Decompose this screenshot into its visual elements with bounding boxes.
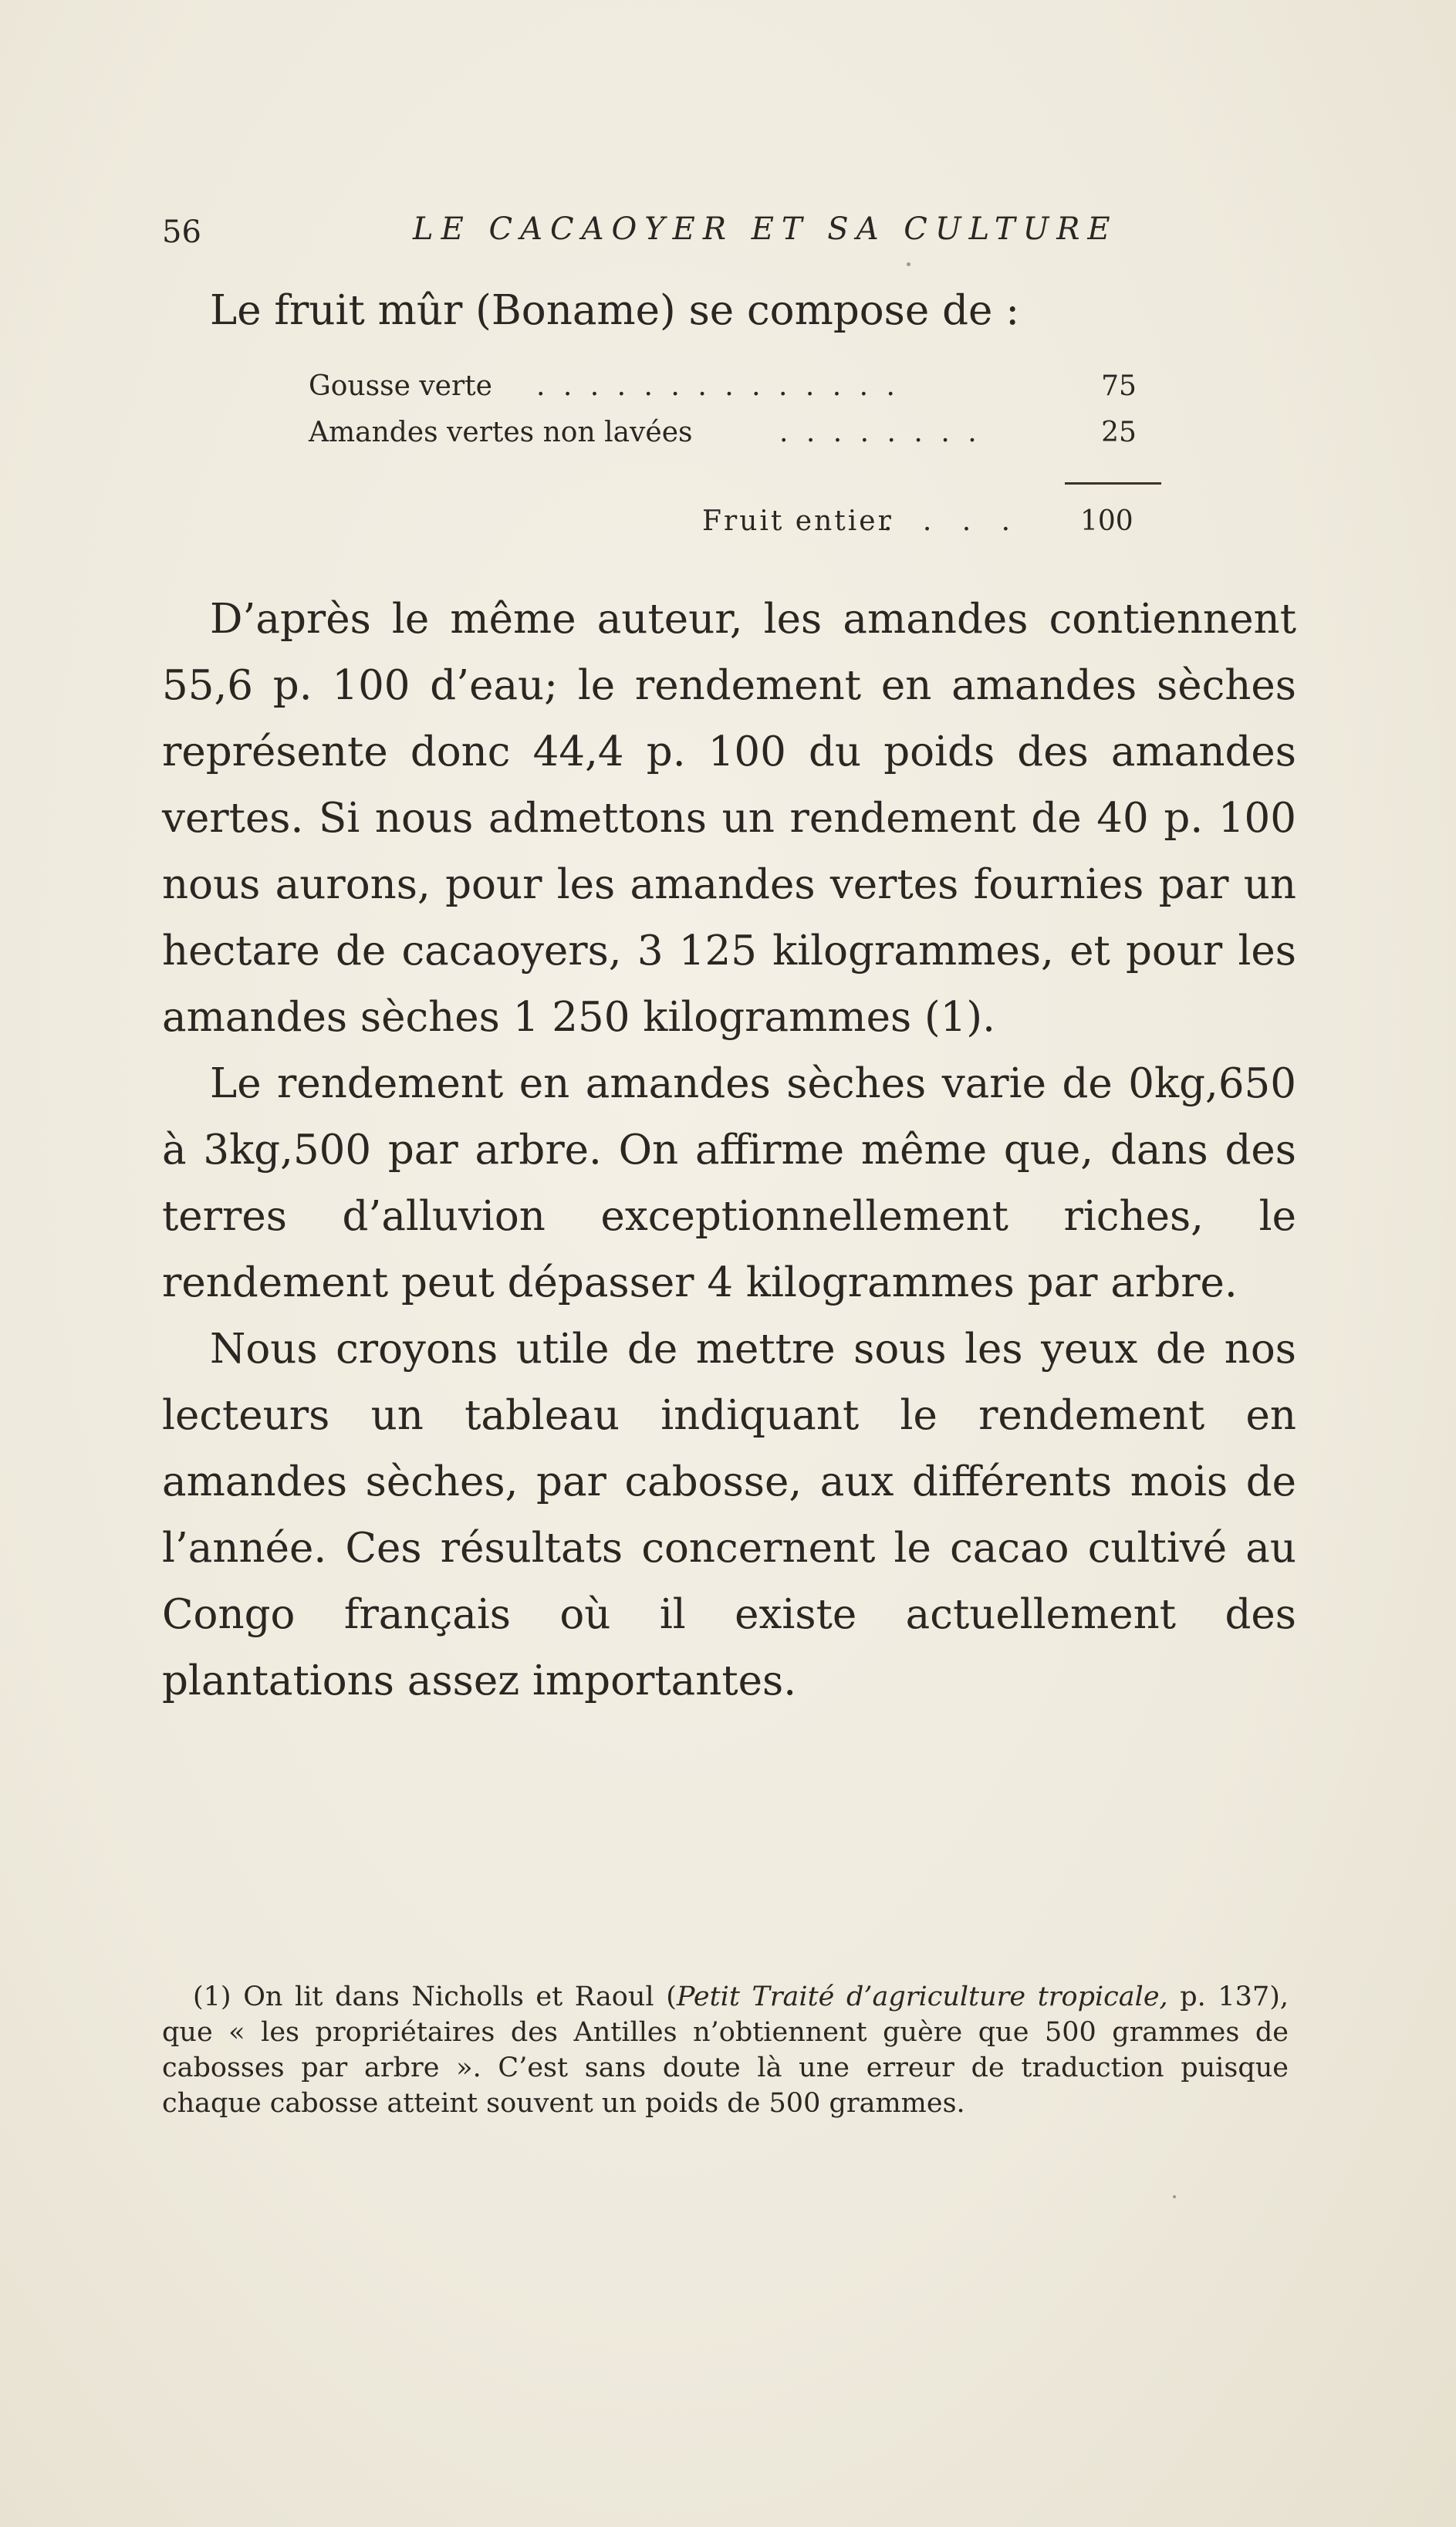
total-value: 100 [1080,505,1133,537]
body-paragraph [162,586,1296,1051]
paragraph-text: D’après le même auteur, les amandes contiennent 55,6 p. 100 d’eau; le rendement en amandes sèches représente donc 44,4 p. 100 du poids des amandes vertes. Si nous admettons un rendement de 40 p. 100 nous aurons, pour les amandes vertes fournies par un hectare de cacaoyers, 3 125 kilogrammes, et pour les amandes sèches 1 250 kilogrammes (1). [162,596,1296,1041]
sum-rule [1065,482,1161,485]
composition-value: 25 [1101,417,1137,448]
leader-dots: . . . . [883,505,1022,537]
running-title: LE CACAOYER ET SA CULTURE [413,211,1118,247]
composition-value: 75 [1101,370,1137,402]
intro-text: Le fruit mûr (Boname) se compose de : [210,287,1020,334]
ink-speck [1173,2195,1176,2198]
total-label: Fruit entier [702,505,894,537]
page-header [162,208,1319,255]
intro-paragraph [162,278,1296,344]
paragraph-text: Nous croyons utile de mettre sous les yeux de nos lecteurs un tableau indiquant le rendement en amandes sèches, par cabosse, aux différents mois de l’année. Ces résultats concernent le cacao cultivé au Congo français où il existe actuellement des plantations assez importantes. [162,1326,1296,1704]
body-paragraph [162,1051,1296,1316]
footnote-text-before: On lit dans Nicholls et Raoul ( [243,1981,677,2012]
paragraph-text: Le rendement en amandes sèches varie de 0kg,650 à 3kg,500 par arbre. On affirme même que, dans des terres d’alluvion exceptionnellement riches, le rendement peut dépasser 4 kilogrammes par arbre. [162,1060,1296,1306]
leader-dots: . . . . . . . . [779,417,981,448]
footnote-italic-title: Petit Traité d’agriculture tropicale, [676,1981,1168,2012]
footnote [162,1979,1289,2121]
leader-dots: . . . . . . . . . . . . . . [536,370,900,402]
body-paragraph [162,1316,1296,1715]
ink-speck [907,262,910,266]
composition-table [309,363,1157,455]
composition-label: Gousse verte [309,370,492,402]
page-number: 56 [162,215,201,250]
composition-row [309,409,1157,455]
footnote-marker: (1) [193,1981,231,2012]
composition-row [309,363,1157,409]
composition-label: Amandes vertes non lavées [309,417,693,448]
footnote-text-after: p. 137), que « les propriétaires des Antilles n’obtiennent guère que 500 grammes de cabosses par arbre ». C’est sans doute là une erreur de traduction puisque chaque cabosse atteint souvent un poids de 500 grammes. [162,1981,1289,2119]
